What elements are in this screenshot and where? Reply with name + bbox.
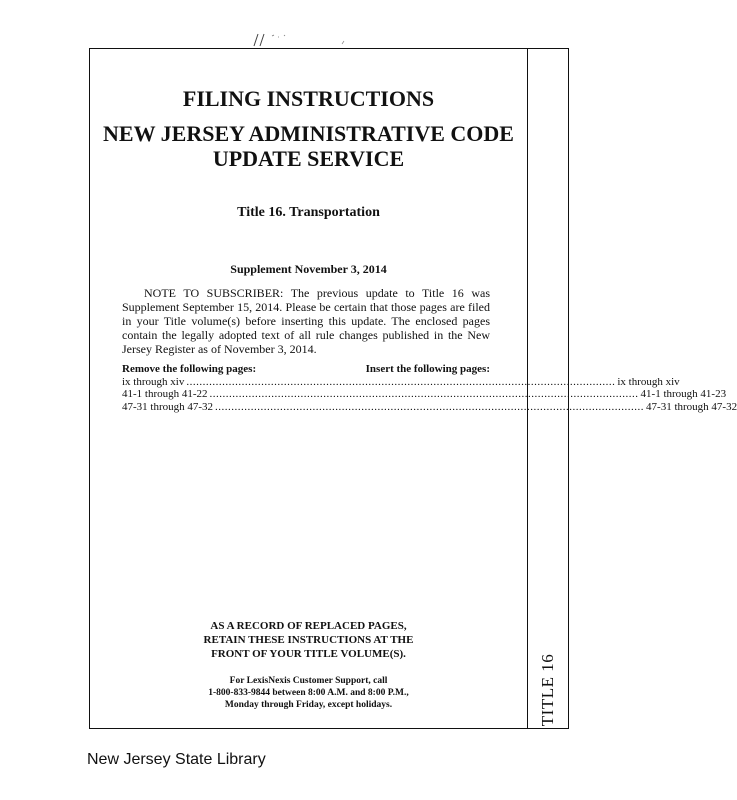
pages-table-header: [122, 363, 490, 376]
customer-support: [89, 675, 528, 711]
insert-pages: 41-1 through 41-23: [640, 388, 727, 400]
remove-pages: 41-1 through 41-22: [122, 388, 208, 400]
record-notice-line2: RETAIN THESE INSTRUCTIONS AT THE: [203, 634, 414, 646]
code-title: [89, 121, 528, 171]
record-notice-line1: AS A RECORD OF REPLACED PAGES,: [210, 620, 407, 632]
table-row: [122, 388, 727, 401]
support-line1: For LexisNexis Customer Support, call: [229, 676, 388, 686]
record-notice-line3: FRONT OF YOUR TITLE VOLUME(S).: [211, 648, 406, 660]
library-footer: New Jersey State Library: [87, 751, 266, 768]
insert-header: Insert the following pages:: [365, 363, 490, 375]
dot-leader: ....................................................................................................................................: [215, 400, 645, 413]
table-row: [122, 375, 680, 389]
filing-instructions-title: FILING INSTRUCTIONS: [182, 86, 435, 111]
support-line3: Monday through Friday, except holidays.: [224, 700, 393, 710]
dot-leader: ....................................................................................................................................: [186, 375, 616, 388]
dot-leader: ....................................................................................................................................: [209, 388, 639, 400]
pages-table: [122, 363, 737, 413]
insert-pages: 47-31 through 47-32: [646, 400, 737, 413]
table-row: [122, 400, 737, 414]
code-title-line2: UPDATE SERVICE: [212, 146, 405, 171]
remove-pages: ix through xiv: [122, 375, 185, 388]
scan-mark: [250, 28, 360, 48]
supplement-date: Supplement November 3, 2014: [230, 262, 387, 276]
subscriber-note: [122, 286, 490, 356]
title-tab-label: TITLE 16: [538, 653, 557, 727]
remove-pages: 47-31 through 47-32: [122, 400, 214, 413]
remove-header: Remove the following pages:: [122, 363, 257, 375]
record-notice: [89, 619, 528, 661]
title-subject: Title 16. Transportation: [237, 205, 380, 220]
code-title-line1: NEW JERSEY ADMINISTRATIVE CODE: [103, 121, 514, 146]
insert-pages: ix through xiv: [617, 375, 680, 388]
support-line2: 1-800-833-9844 between 8:00 A.M. and 8:00 P.M.,: [208, 688, 409, 698]
subscriber-note-text: NOTE TO SUBSCRIBER: The previous update to Title 16 was Supplement September 15, 2014. Please be certain that those pages are filed in your Title volume(s) before inserting this update. The enclosed pages contain the legally adopted text of all rule changes published in the New Jersey Register as of November 3, 2014.: [122, 286, 490, 356]
